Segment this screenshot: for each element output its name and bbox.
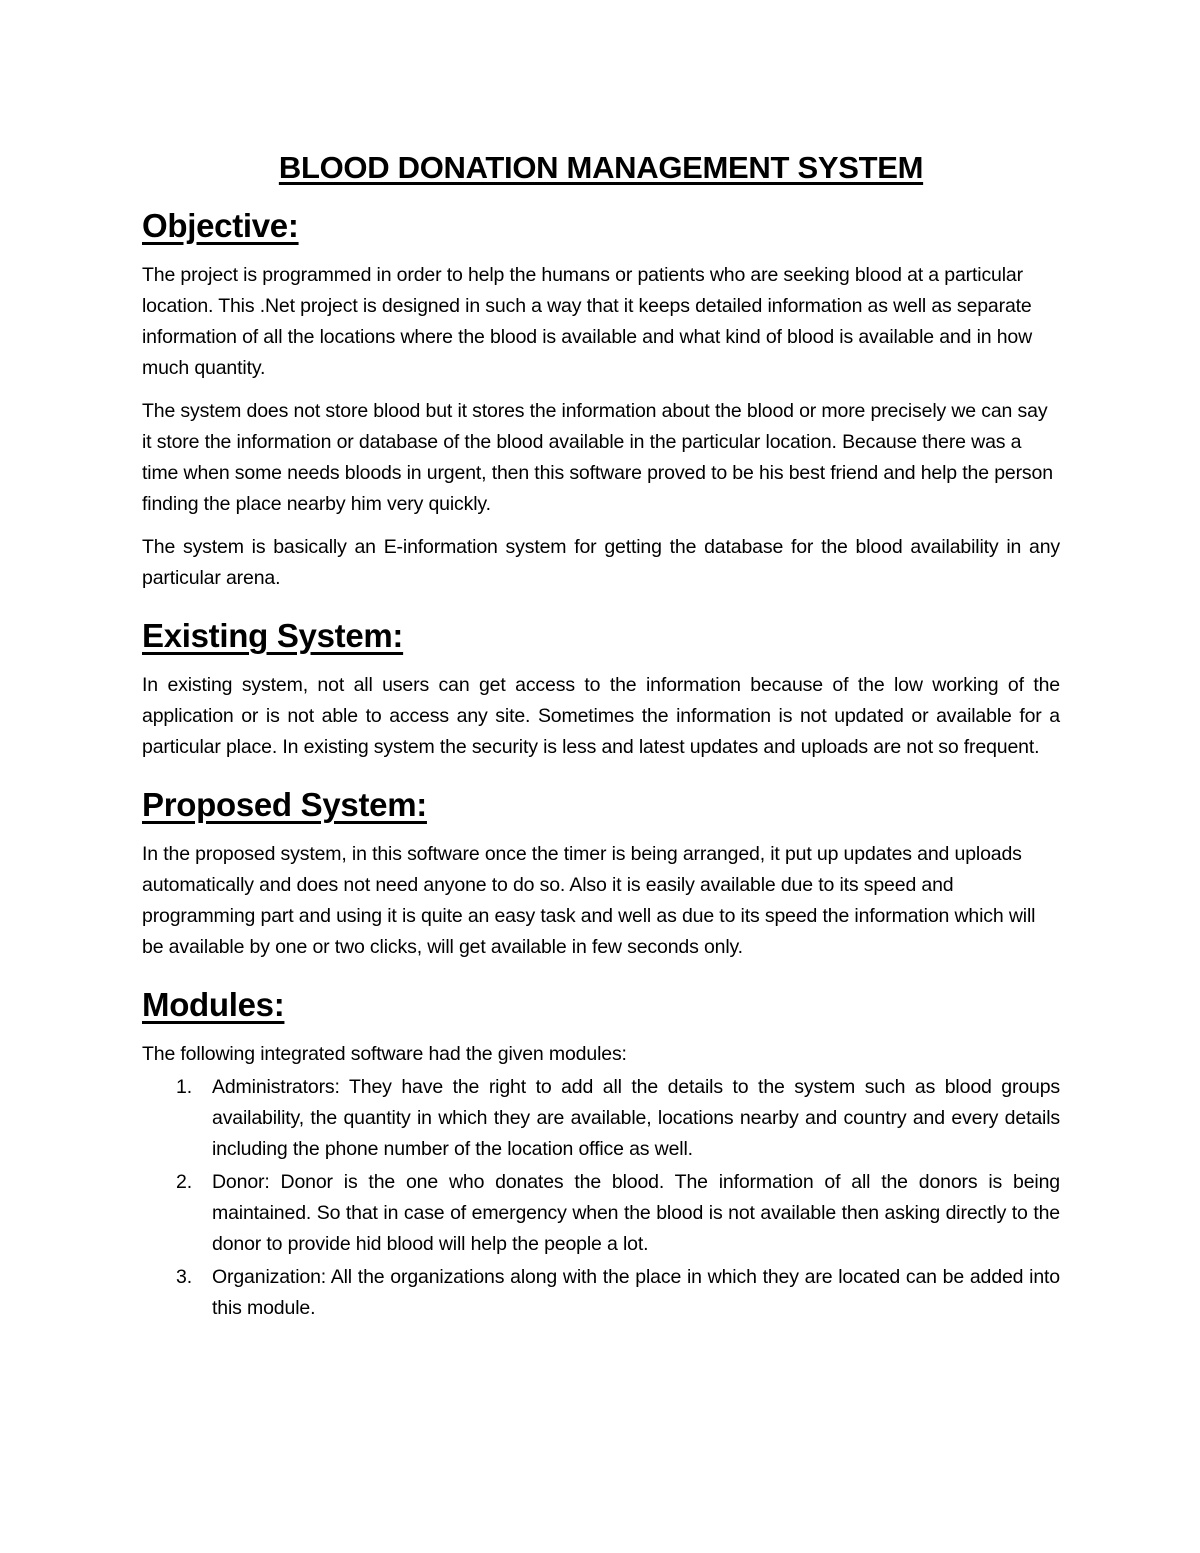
objective-heading: Objective: (142, 207, 299, 244)
modules-heading: Modules: (142, 986, 285, 1023)
list-number: 3. (176, 1266, 192, 1288)
module-item-administrators (142, 1072, 1060, 1165)
existing-system-paragraph: In existing system, not all users can get access to the information because of the low working of the application or is not able to access any site. Sometimes the information is not updated or available for a particular place. In existing system the security is less and latest updates and uploads are not so frequent. (142, 674, 1060, 758)
module-item-text: Donor: Donor is the one who donates the blood. The information of all the donors is being maintained. So that in case of emergency when the blood is not available then asking directly to the donor to provide hid blood will help the people a lot. (212, 1171, 1060, 1255)
module-item-text: Organization: All the organizations along with the place in which they are located can be added into this module. (212, 1266, 1060, 1319)
module-item-text: Administrators: They have the right to add all the details to the system such as blood groups availability, the quantity in which they are available, locations nearby and country and every details including the phone number of the location office as well. (212, 1076, 1060, 1160)
objective-paragraph-2: The system does not store blood but it stores the information about the blood or more precisely we can say it store the information or database of the blood available in the particular location. Because there was a time when some needs bloods in urgent, then this software proved to be his best friend and help the person finding the place nearby him very quickly. (142, 400, 1053, 515)
objective-paragraph-3: The system is basically an E-information system for getting the database for the blood availability in any particular arena. (142, 536, 1060, 589)
existing-system-heading: Existing System: (142, 617, 404, 654)
document-title: BLOOD DONATION MANAGEMENT SYSTEM (278, 150, 924, 185)
module-item-organization (142, 1262, 1060, 1324)
list-number: 1. (176, 1076, 192, 1098)
module-item-donor (142, 1167, 1060, 1260)
document-page (142, 148, 1060, 1324)
objective-paragraph-1: The project is programmed in order to help the humans or patients who are seeking blood at a particular location. This .Net project is designed in such a way that it keeps detailed information as well as separate information of all the locations where the blood is available and what kind of blood is available and in how much quantity. (142, 264, 1033, 379)
list-number: 2. (176, 1171, 192, 1193)
proposed-system-paragraph: In the proposed system, in this software once the timer is being arranged, it put up updates and uploads automatically and does not need anyone to do so. Also it is easily available due to its speed and programming part and using it is quite an easy task and well as due to its speed the information which will be available by one or two clicks, will get available in few seconds only. (142, 843, 1036, 958)
proposed-system-heading: Proposed System: (142, 786, 427, 823)
modules-intro: The following integrated software had the given modules: (142, 1043, 627, 1065)
modules-list (142, 1072, 1060, 1324)
